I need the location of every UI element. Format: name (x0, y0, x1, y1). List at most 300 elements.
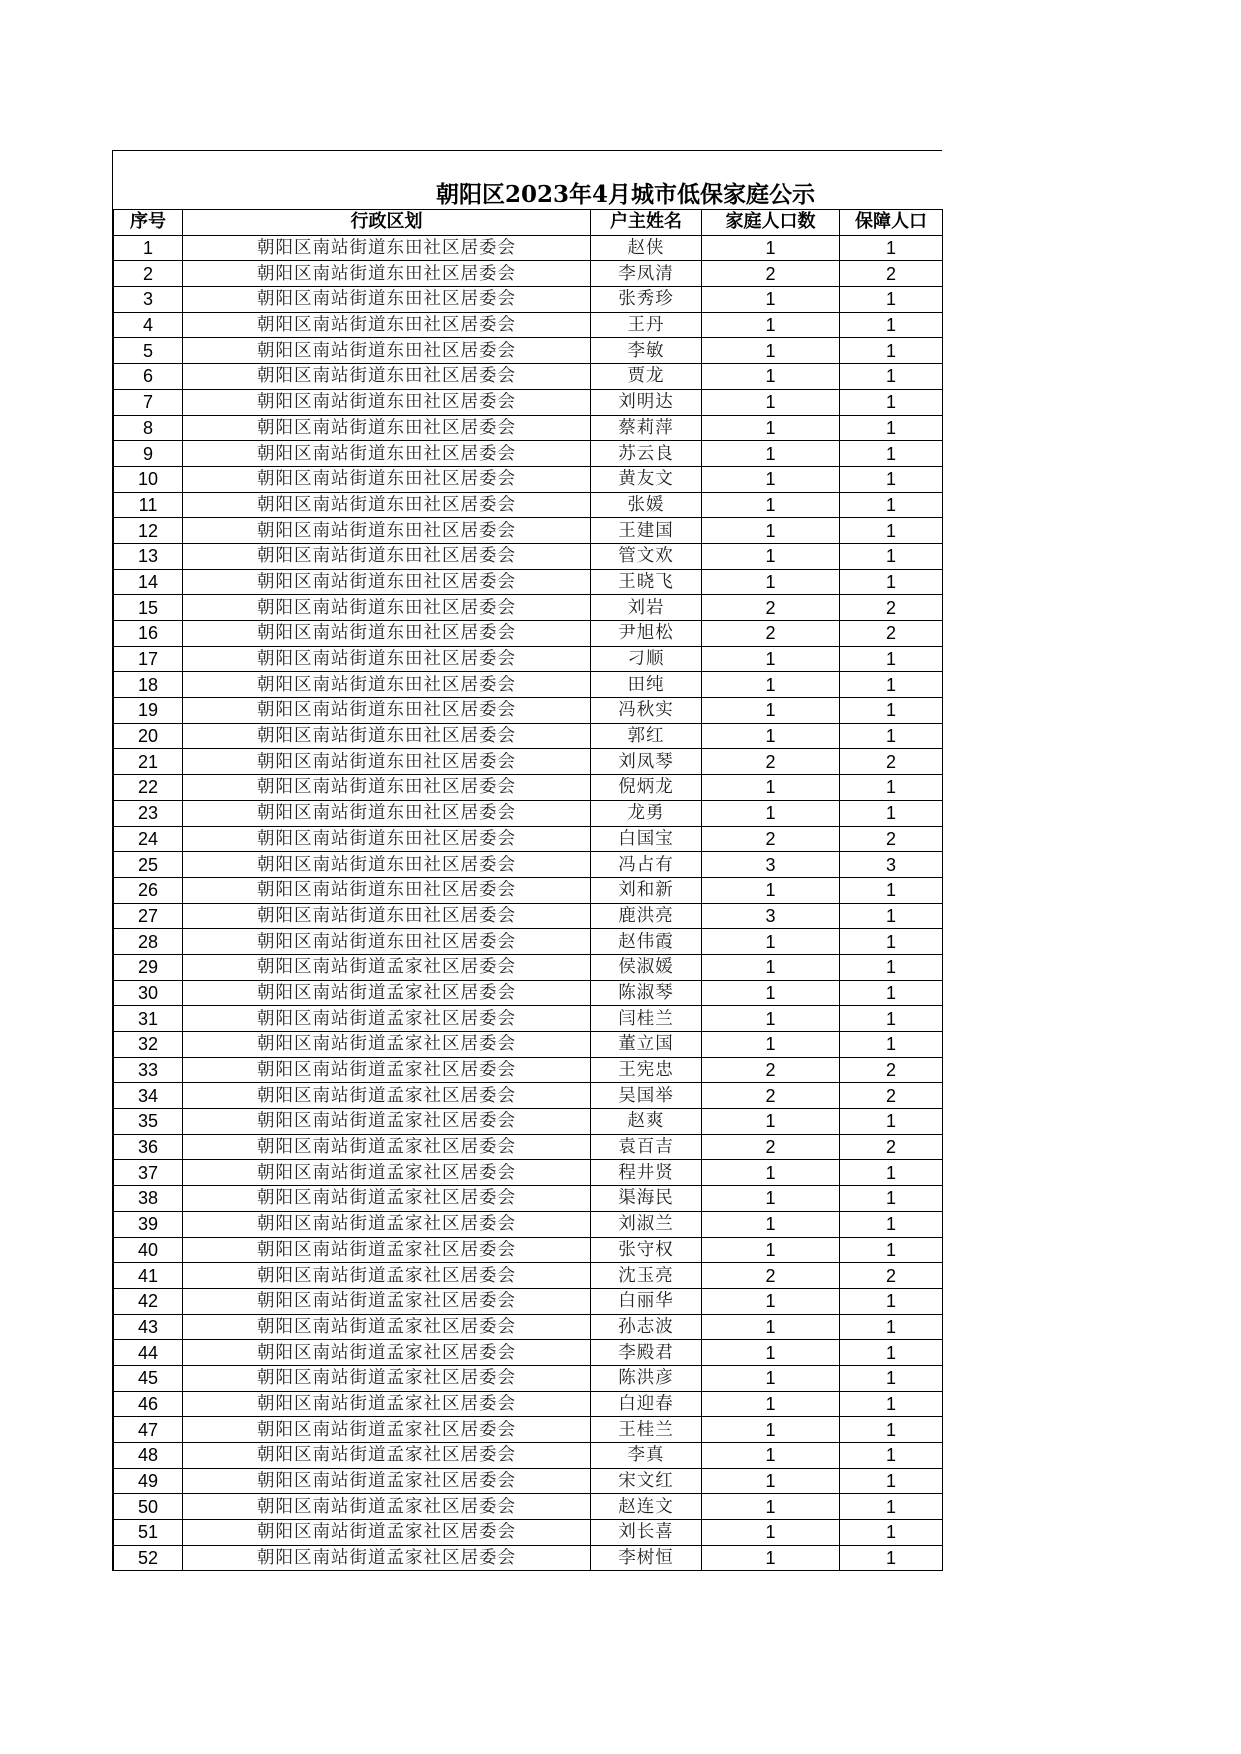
table-row (114, 877, 943, 903)
cell-seq: 13 (114, 543, 183, 569)
cell-family: 1 (702, 543, 840, 569)
cell-guaranteed: 2 (840, 1083, 943, 1109)
table-row (114, 672, 943, 698)
households-table (113, 209, 943, 1571)
cell-guaranteed: 1 (840, 1160, 943, 1186)
cell-seq: 51 (114, 1520, 183, 1546)
cell-seq: 28 (114, 929, 183, 955)
cell-name: 陈淑琴 (591, 980, 702, 1006)
cell-area: 朝阳区南站街道孟家社区居委会 (183, 1109, 591, 1135)
table-row (114, 389, 943, 415)
table-row (114, 646, 943, 672)
cell-guaranteed: 2 (840, 621, 943, 647)
header-name: 户主姓名 (591, 210, 702, 236)
cell-area: 朝阳区南站街道孟家社区居委会 (183, 980, 591, 1006)
cell-area: 朝阳区南站街道东田社区居委会 (183, 389, 591, 415)
cell-guaranteed: 1 (840, 1468, 943, 1494)
cell-area: 朝阳区南站街道孟家社区居委会 (183, 1443, 591, 1469)
cell-guaranteed: 1 (840, 1006, 943, 1032)
cell-guaranteed: 1 (840, 1288, 943, 1314)
cell-seq: 5 (114, 338, 183, 364)
cell-guaranteed: 1 (840, 1494, 943, 1520)
cell-family: 1 (702, 723, 840, 749)
cell-family: 1 (702, 1109, 840, 1135)
cell-seq: 30 (114, 980, 183, 1006)
cell-name: 白丽华 (591, 1288, 702, 1314)
cell-guaranteed: 2 (840, 1134, 943, 1160)
table-row (114, 800, 943, 826)
cell-name: 王桂兰 (591, 1417, 702, 1443)
table-row (114, 826, 943, 852)
cell-name: 黄友文 (591, 466, 702, 492)
cell-seq: 46 (114, 1391, 183, 1417)
table-row (114, 1365, 943, 1391)
cell-name: 程井贤 (591, 1160, 702, 1186)
cell-family: 2 (702, 749, 840, 775)
cell-family: 1 (702, 1186, 840, 1212)
cell-seq: 24 (114, 826, 183, 852)
cell-name: 白迎春 (591, 1391, 702, 1417)
table-row (114, 1314, 943, 1340)
table-row (114, 1032, 943, 1058)
cell-family: 1 (702, 415, 840, 441)
cell-guaranteed: 1 (840, 723, 943, 749)
table-row (114, 1417, 943, 1443)
table-row (114, 1443, 943, 1469)
table-row (114, 312, 943, 338)
cell-name: 王建国 (591, 518, 702, 544)
cell-seq: 25 (114, 852, 183, 878)
cell-area: 朝阳区南站街道东田社区居委会 (183, 569, 591, 595)
cell-name: 李真 (591, 1443, 702, 1469)
header-family: 家庭人口数 (702, 210, 840, 236)
table-row (114, 1211, 943, 1237)
cell-guaranteed: 1 (840, 389, 943, 415)
cell-seq: 15 (114, 595, 183, 621)
cell-name: 刘淑兰 (591, 1211, 702, 1237)
cell-guaranteed: 1 (840, 338, 943, 364)
cell-family: 1 (702, 1006, 840, 1032)
table-row (114, 1160, 943, 1186)
cell-area: 朝阳区南站街道东田社区居委会 (183, 338, 591, 364)
table-row (114, 441, 943, 467)
cell-guaranteed: 1 (840, 466, 943, 492)
cell-guaranteed: 1 (840, 312, 943, 338)
cell-name: 苏云良 (591, 441, 702, 467)
cell-family: 1 (702, 1443, 840, 1469)
cell-area: 朝阳区南站街道孟家社区居委会 (183, 1468, 591, 1494)
cell-name: 李敏 (591, 338, 702, 364)
cell-guaranteed: 1 (840, 800, 943, 826)
cell-area: 朝阳区南站街道东田社区居委会 (183, 749, 591, 775)
table-row (114, 595, 943, 621)
cell-seq: 14 (114, 569, 183, 595)
cell-area: 朝阳区南站街道孟家社区居委会 (183, 1340, 591, 1366)
cell-name: 李凤清 (591, 261, 702, 287)
cell-area: 朝阳区南站街道孟家社区居委会 (183, 1314, 591, 1340)
cell-guaranteed: 1 (840, 1365, 943, 1391)
cell-guaranteed: 1 (840, 980, 943, 1006)
cell-name: 王晓飞 (591, 569, 702, 595)
cell-guaranteed: 1 (840, 569, 943, 595)
cell-seq: 8 (114, 415, 183, 441)
cell-area: 朝阳区南站街道东田社区居委会 (183, 621, 591, 647)
cell-area: 朝阳区南站街道孟家社区居委会 (183, 1006, 591, 1032)
cell-seq: 7 (114, 389, 183, 415)
cell-seq: 17 (114, 646, 183, 672)
cell-area: 朝阳区南站街道东田社区居委会 (183, 466, 591, 492)
cell-name: 张守权 (591, 1237, 702, 1263)
cell-name: 侯淑媛 (591, 954, 702, 980)
cell-area: 朝阳区南站街道东田社区居委会 (183, 929, 591, 955)
table-row (114, 1545, 943, 1571)
cell-guaranteed: 1 (840, 877, 943, 903)
table-row (114, 1288, 943, 1314)
cell-guaranteed: 1 (840, 672, 943, 698)
page-title: 朝阳区2023年4月城市低保家庭公示 (436, 181, 816, 208)
table-row (114, 1468, 943, 1494)
cell-seq: 49 (114, 1468, 183, 1494)
table-row (114, 261, 943, 287)
cell-seq: 52 (114, 1545, 183, 1571)
cell-seq: 12 (114, 518, 183, 544)
table-row (114, 492, 943, 518)
table-row (114, 569, 943, 595)
cell-family: 1 (702, 364, 840, 390)
cell-seq: 4 (114, 312, 183, 338)
cell-guaranteed: 1 (840, 1391, 943, 1417)
table-row (114, 518, 943, 544)
cell-guaranteed: 2 (840, 1057, 943, 1083)
cell-area: 朝阳区南站街道孟家社区居委会 (183, 1237, 591, 1263)
cell-area: 朝阳区南站街道东田社区居委会 (183, 646, 591, 672)
header-row (114, 210, 943, 236)
table-row (114, 852, 943, 878)
cell-seq: 31 (114, 1006, 183, 1032)
cell-family: 2 (702, 261, 840, 287)
cell-seq: 6 (114, 364, 183, 390)
cell-guaranteed: 1 (840, 646, 943, 672)
cell-family: 1 (702, 235, 840, 261)
cell-area: 朝阳区南站街道孟家社区居委会 (183, 1365, 591, 1391)
cell-seq: 32 (114, 1032, 183, 1058)
cell-area: 朝阳区南站街道东田社区居委会 (183, 903, 591, 929)
cell-area: 朝阳区南站街道东田社区居委会 (183, 312, 591, 338)
cell-name: 倪炳龙 (591, 775, 702, 801)
cell-family: 2 (702, 826, 840, 852)
cell-guaranteed: 1 (840, 1186, 943, 1212)
cell-family: 3 (702, 903, 840, 929)
cell-name: 管文欢 (591, 543, 702, 569)
cell-area: 朝阳区南站街道孟家社区居委会 (183, 1134, 591, 1160)
cell-seq: 34 (114, 1083, 183, 1109)
cell-name: 张秀珍 (591, 287, 702, 313)
cell-guaranteed: 1 (840, 1417, 943, 1443)
cell-family: 1 (702, 1160, 840, 1186)
header-area: 行政区划 (183, 210, 591, 236)
cell-family: 1 (702, 312, 840, 338)
cell-seq: 16 (114, 621, 183, 647)
cell-guaranteed: 1 (840, 929, 943, 955)
cell-area: 朝阳区南站街道东田社区居委会 (183, 595, 591, 621)
cell-area: 朝阳区南站街道东田社区居委会 (183, 364, 591, 390)
table-row (114, 1057, 943, 1083)
cell-area: 朝阳区南站街道孟家社区居委会 (183, 1160, 591, 1186)
cell-area: 朝阳区南站街道东田社区居委会 (183, 723, 591, 749)
cell-name: 张媛 (591, 492, 702, 518)
table-row (114, 1237, 943, 1263)
cell-area: 朝阳区南站街道孟家社区居委会 (183, 1545, 591, 1571)
cell-family: 1 (702, 672, 840, 698)
table-row (114, 338, 943, 364)
cell-area: 朝阳区南站街道东田社区居委会 (183, 826, 591, 852)
cell-name: 王丹 (591, 312, 702, 338)
cell-name: 刘明达 (591, 389, 702, 415)
table-row (114, 954, 943, 980)
title-row (113, 151, 942, 209)
cell-name: 吴国举 (591, 1083, 702, 1109)
cell-seq: 27 (114, 903, 183, 929)
cell-seq: 26 (114, 877, 183, 903)
cell-family: 1 (702, 1288, 840, 1314)
cell-family: 1 (702, 1494, 840, 1520)
table-body (114, 235, 943, 1571)
cell-area: 朝阳区南站街道东田社区居委会 (183, 877, 591, 903)
cell-guaranteed: 2 (840, 826, 943, 852)
cell-family: 1 (702, 954, 840, 980)
cell-name: 袁百吉 (591, 1134, 702, 1160)
cell-area: 朝阳区南站街道孟家社区居委会 (183, 1083, 591, 1109)
table-row (114, 1520, 943, 1546)
cell-seq: 45 (114, 1365, 183, 1391)
cell-guaranteed: 1 (840, 364, 943, 390)
cell-area: 朝阳区南站街道东田社区居委会 (183, 518, 591, 544)
table-row (114, 698, 943, 724)
cell-name: 赵爽 (591, 1109, 702, 1135)
cell-family: 1 (702, 1365, 840, 1391)
cell-family: 1 (702, 775, 840, 801)
cell-seq: 35 (114, 1109, 183, 1135)
table-row (114, 1006, 943, 1032)
table-row (114, 1083, 943, 1109)
cell-guaranteed: 2 (840, 1263, 943, 1289)
notice-sheet (112, 150, 942, 1571)
cell-family: 1 (702, 1314, 840, 1340)
cell-name: 李殿君 (591, 1340, 702, 1366)
cell-family: 1 (702, 980, 840, 1006)
cell-seq: 2 (114, 261, 183, 287)
cell-family: 2 (702, 1083, 840, 1109)
table-row (114, 1109, 943, 1135)
cell-area: 朝阳区南站街道东田社区居委会 (183, 492, 591, 518)
cell-area: 朝阳区南站街道孟家社区居委会 (183, 1263, 591, 1289)
cell-seq: 48 (114, 1443, 183, 1469)
cell-seq: 9 (114, 441, 183, 467)
cell-name: 刘和新 (591, 877, 702, 903)
cell-guaranteed: 1 (840, 1340, 943, 1366)
cell-family: 2 (702, 621, 840, 647)
cell-guaranteed: 1 (840, 1109, 943, 1135)
cell-area: 朝阳区南站街道孟家社区居委会 (183, 954, 591, 980)
table-row (114, 749, 943, 775)
cell-area: 朝阳区南站街道孟家社区居委会 (183, 1391, 591, 1417)
cell-guaranteed: 2 (840, 749, 943, 775)
cell-seq: 23 (114, 800, 183, 826)
cell-name: 白国宝 (591, 826, 702, 852)
cell-seq: 40 (114, 1237, 183, 1263)
cell-area: 朝阳区南站街道东田社区居委会 (183, 672, 591, 698)
cell-guaranteed: 1 (840, 698, 943, 724)
cell-name: 赵连文 (591, 1494, 702, 1520)
cell-area: 朝阳区南站街道东田社区居委会 (183, 261, 591, 287)
cell-seq: 22 (114, 775, 183, 801)
cell-family: 1 (702, 1468, 840, 1494)
cell-name: 龙勇 (591, 800, 702, 826)
cell-family: 1 (702, 518, 840, 544)
cell-seq: 36 (114, 1134, 183, 1160)
table-row (114, 364, 943, 390)
cell-seq: 39 (114, 1211, 183, 1237)
cell-name: 刘长喜 (591, 1520, 702, 1546)
cell-guaranteed: 1 (840, 287, 943, 313)
cell-area: 朝阳区南站街道孟家社区居委会 (183, 1032, 591, 1058)
cell-name: 董立国 (591, 1032, 702, 1058)
cell-area: 朝阳区南站街道东田社区居委会 (183, 775, 591, 801)
cell-family: 1 (702, 646, 840, 672)
cell-family: 1 (702, 929, 840, 955)
cell-guaranteed: 1 (840, 1314, 943, 1340)
cell-guaranteed: 1 (840, 1032, 943, 1058)
cell-family: 1 (702, 1545, 840, 1571)
cell-area: 朝阳区南站街道孟家社区居委会 (183, 1186, 591, 1212)
table-row (114, 543, 943, 569)
cell-guaranteed: 1 (840, 1520, 943, 1546)
cell-area: 朝阳区南站街道孟家社区居委会 (183, 1288, 591, 1314)
cell-name: 渠海民 (591, 1186, 702, 1212)
cell-name: 蔡莉萍 (591, 415, 702, 441)
cell-name: 刘岩 (591, 595, 702, 621)
cell-seq: 41 (114, 1263, 183, 1289)
cell-area: 朝阳区南站街道孟家社区居委会 (183, 1494, 591, 1520)
cell-name: 尹旭松 (591, 621, 702, 647)
cell-name: 贾龙 (591, 364, 702, 390)
cell-family: 1 (702, 1391, 840, 1417)
cell-family: 1 (702, 1032, 840, 1058)
cell-area: 朝阳区南站街道东田社区居委会 (183, 852, 591, 878)
cell-seq: 44 (114, 1340, 183, 1366)
cell-family: 1 (702, 338, 840, 364)
cell-seq: 42 (114, 1288, 183, 1314)
header-seq: 序号 (114, 210, 183, 236)
cell-guaranteed: 1 (840, 1237, 943, 1263)
cell-family: 1 (702, 1520, 840, 1546)
cell-seq: 10 (114, 466, 183, 492)
cell-family: 2 (702, 1057, 840, 1083)
cell-name: 刁顺 (591, 646, 702, 672)
cell-guaranteed: 1 (840, 1545, 943, 1571)
cell-family: 1 (702, 1340, 840, 1366)
cell-guaranteed: 1 (840, 441, 943, 467)
cell-area: 朝阳区南站街道东田社区居委会 (183, 415, 591, 441)
table-row (114, 775, 943, 801)
cell-guaranteed: 2 (840, 595, 943, 621)
cell-family: 1 (702, 1211, 840, 1237)
cell-guaranteed: 1 (840, 518, 943, 544)
table-row (114, 723, 943, 749)
cell-family: 2 (702, 1263, 840, 1289)
table-row (114, 1186, 943, 1212)
table-row (114, 929, 943, 955)
table-row (114, 415, 943, 441)
cell-seq: 29 (114, 954, 183, 980)
cell-guaranteed: 1 (840, 903, 943, 929)
table-row (114, 235, 943, 261)
cell-seq: 33 (114, 1057, 183, 1083)
table-row (114, 466, 943, 492)
table-row (114, 1263, 943, 1289)
table-row (114, 903, 943, 929)
cell-guaranteed: 1 (840, 492, 943, 518)
cell-area: 朝阳区南站街道孟家社区居委会 (183, 1417, 591, 1443)
cell-guaranteed: 1 (840, 543, 943, 569)
table-row (114, 1134, 943, 1160)
cell-name: 郭红 (591, 723, 702, 749)
cell-family: 2 (702, 1134, 840, 1160)
cell-seq: 50 (114, 1494, 183, 1520)
cell-area: 朝阳区南站街道孟家社区居委会 (183, 1057, 591, 1083)
cell-family: 1 (702, 569, 840, 595)
cell-family: 1 (702, 389, 840, 415)
cell-name: 孙志波 (591, 1314, 702, 1340)
cell-seq: 20 (114, 723, 183, 749)
cell-seq: 3 (114, 287, 183, 313)
cell-seq: 47 (114, 1417, 183, 1443)
cell-family: 1 (702, 1237, 840, 1263)
cell-seq: 38 (114, 1186, 183, 1212)
cell-area: 朝阳区南站街道东田社区居委会 (183, 543, 591, 569)
table-row (114, 1494, 943, 1520)
cell-area: 朝阳区南站街道孟家社区居委会 (183, 1211, 591, 1237)
cell-seq: 37 (114, 1160, 183, 1186)
cell-guaranteed: 1 (840, 1211, 943, 1237)
cell-guaranteed: 1 (840, 415, 943, 441)
cell-family: 3 (702, 852, 840, 878)
cell-name: 田纯 (591, 672, 702, 698)
cell-name: 冯秋实 (591, 698, 702, 724)
cell-guaranteed: 2 (840, 261, 943, 287)
cell-family: 2 (702, 595, 840, 621)
cell-guaranteed: 1 (840, 235, 943, 261)
cell-seq: 19 (114, 698, 183, 724)
cell-family: 1 (702, 287, 840, 313)
cell-family: 1 (702, 1417, 840, 1443)
cell-family: 1 (702, 492, 840, 518)
table-row (114, 980, 943, 1006)
cell-name: 鹿洪亮 (591, 903, 702, 929)
table-row (114, 1340, 943, 1366)
cell-guaranteed: 3 (840, 852, 943, 878)
cell-name: 宋文红 (591, 1468, 702, 1494)
cell-name: 刘凤琴 (591, 749, 702, 775)
cell-area: 朝阳区南站街道东田社区居委会 (183, 800, 591, 826)
cell-guaranteed: 1 (840, 775, 943, 801)
cell-name: 赵伟霞 (591, 929, 702, 955)
cell-area: 朝阳区南站街道孟家社区居委会 (183, 1520, 591, 1546)
cell-name: 王宪忠 (591, 1057, 702, 1083)
cell-name: 李树恒 (591, 1545, 702, 1571)
cell-seq: 11 (114, 492, 183, 518)
cell-name: 陈洪彦 (591, 1365, 702, 1391)
